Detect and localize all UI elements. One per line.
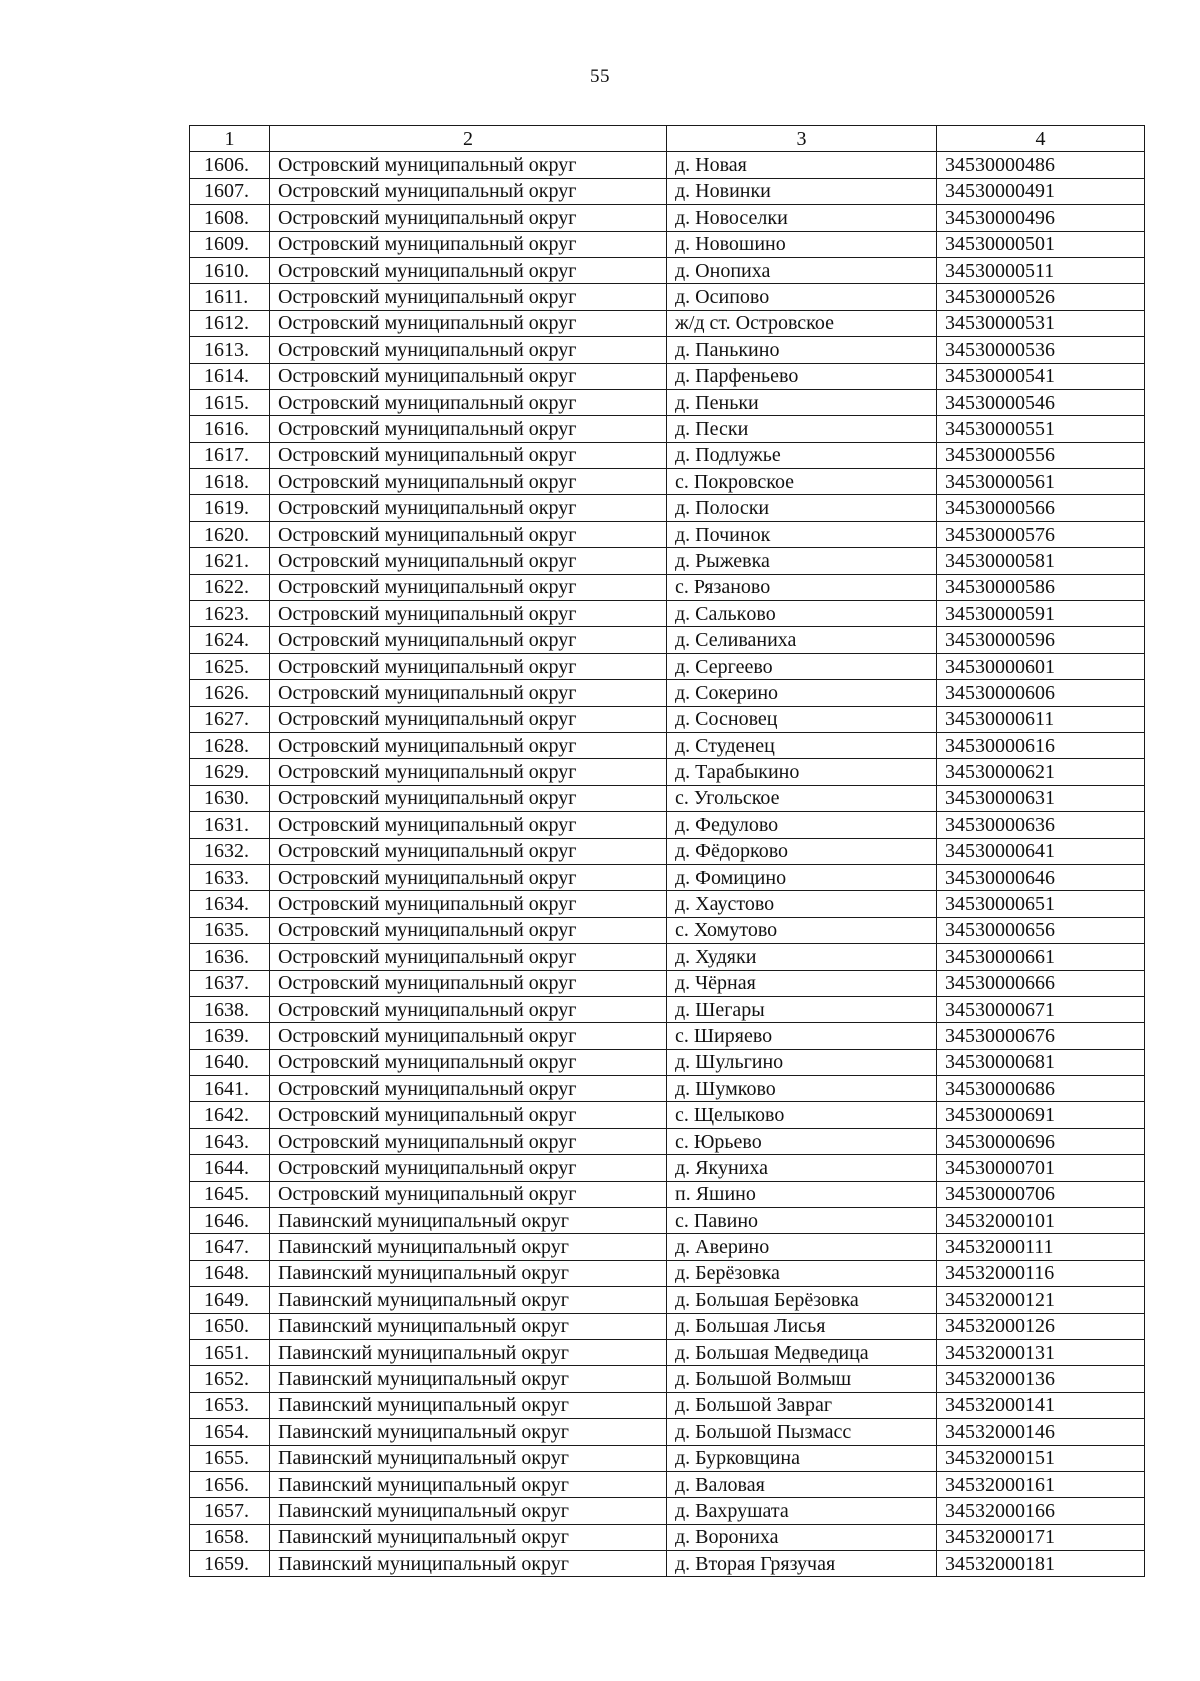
row-number-cell: 1651.	[190, 1339, 270, 1365]
settlement-cell: д. Ворониха	[667, 1524, 937, 1550]
code-cell: 34530000601	[937, 653, 1145, 679]
municipality-cell: Островский муниципальный округ	[270, 706, 667, 732]
municipality-cell: Павинский муниципальный округ	[270, 1234, 667, 1260]
municipality-cell: Островский муниципальный округ	[270, 231, 667, 257]
settlement-cell: д. Фомицино	[667, 864, 937, 890]
row-number-cell: 1636.	[190, 944, 270, 970]
row-number-cell: 1610.	[190, 257, 270, 283]
row-number-cell: 1631.	[190, 812, 270, 838]
table-row	[190, 152, 1145, 178]
table-row	[190, 1023, 1145, 1049]
table-row	[190, 1260, 1145, 1286]
municipality-cell: Островский муниципальный округ	[270, 416, 667, 442]
settlement-cell: с. Угольское	[667, 785, 937, 811]
municipality-cell: Островский муниципальный округ	[270, 838, 667, 864]
row-number-cell: 1626.	[190, 680, 270, 706]
settlement-cell: с. Щелыково	[667, 1102, 937, 1128]
code-cell: 34530000636	[937, 812, 1145, 838]
table-row	[190, 680, 1145, 706]
code-cell: 34532000101	[937, 1208, 1145, 1234]
row-number-cell: 1608.	[190, 205, 270, 231]
settlement-cell: с. Ширяево	[667, 1023, 937, 1049]
code-cell: 34530000656	[937, 917, 1145, 943]
code-cell: 34532000111	[937, 1234, 1145, 1260]
municipality-cell: Островский муниципальный округ	[270, 970, 667, 996]
settlement-cell: д. Осипово	[667, 284, 937, 310]
table-row	[190, 1049, 1145, 1075]
column-header-1: 1	[190, 126, 270, 152]
settlement-cell: д. Берёзовка	[667, 1260, 937, 1286]
row-number-cell: 1638.	[190, 996, 270, 1022]
municipality-cell: Островский муниципальный округ	[270, 363, 667, 389]
municipality-cell: Островский муниципальный округ	[270, 574, 667, 600]
code-cell: 34530000531	[937, 310, 1145, 336]
code-cell: 34530000486	[937, 152, 1145, 178]
row-number-cell: 1633.	[190, 864, 270, 890]
row-number-cell: 1637.	[190, 970, 270, 996]
column-header-3: 3	[667, 126, 937, 152]
municipality-cell: Островский муниципальный округ	[270, 917, 667, 943]
municipality-cell: Островский муниципальный округ	[270, 891, 667, 917]
table-row	[190, 337, 1145, 363]
table-row	[190, 1419, 1145, 1445]
municipality-cell: Островский муниципальный округ	[270, 1128, 667, 1154]
code-cell: 34530000596	[937, 627, 1145, 653]
row-number-cell: 1609.	[190, 231, 270, 257]
settlement-cell: д. Шегары	[667, 996, 937, 1022]
code-cell: 34532000121	[937, 1287, 1145, 1313]
row-number-cell: 1611.	[190, 284, 270, 310]
settlement-cell: д. Федулово	[667, 812, 937, 838]
table-row	[190, 706, 1145, 732]
table-row	[190, 1445, 1145, 1471]
row-number-cell: 1614.	[190, 363, 270, 389]
settlement-cell: д. Чёрная	[667, 970, 937, 996]
row-number-cell: 1606.	[190, 152, 270, 178]
settlement-cell: д. Сокерино	[667, 680, 937, 706]
settlement-cell: д. Большой Пызмасс	[667, 1419, 937, 1445]
code-cell: 34532000141	[937, 1392, 1145, 1418]
row-number-cell: 1656.	[190, 1471, 270, 1497]
table-row	[190, 1128, 1145, 1154]
table-body	[190, 152, 1145, 1577]
settlement-cell: д. Тарабыкино	[667, 759, 937, 785]
row-number-cell: 1654.	[190, 1419, 270, 1445]
code-cell: 34530000671	[937, 996, 1145, 1022]
code-cell: 34530000536	[937, 337, 1145, 363]
settlement-cell: д. Новоселки	[667, 205, 937, 231]
settlement-cell: д. Подлужье	[667, 442, 937, 468]
table-row	[190, 1498, 1145, 1524]
row-number-cell: 1616.	[190, 416, 270, 442]
settlement-cell: д. Большая Медведица	[667, 1339, 937, 1365]
municipality-cell: Павинский муниципальный округ	[270, 1551, 667, 1577]
table-row	[190, 1234, 1145, 1260]
municipality-cell: Островский муниципальный округ	[270, 1102, 667, 1128]
code-cell: 34530000496	[937, 205, 1145, 231]
settlement-cell: д. Салькoво	[667, 601, 937, 627]
code-cell: 34530000606	[937, 680, 1145, 706]
settlement-cell: д. Худяки	[667, 944, 937, 970]
settlement-cell: д. Пеньки	[667, 389, 937, 415]
settlements-table	[189, 125, 1145, 1577]
table-row	[190, 1551, 1145, 1577]
code-cell: 34530000526	[937, 284, 1145, 310]
settlement-cell: д. Большая Лисья	[667, 1313, 937, 1339]
municipality-cell: Островский муниципальный округ	[270, 152, 667, 178]
settlement-cell: д. Валовая	[667, 1471, 937, 1497]
code-cell: 34530000511	[937, 257, 1145, 283]
settlement-cell: д. Вторая Грязучая	[667, 1551, 937, 1577]
municipality-cell: Островский муниципальный округ	[270, 864, 667, 890]
code-cell: 34530000576	[937, 521, 1145, 547]
settlement-cell: п. Яшино	[667, 1181, 937, 1207]
table-row	[190, 1471, 1145, 1497]
table-row	[190, 521, 1145, 547]
municipality-cell: Островский муниципальный округ	[270, 627, 667, 653]
row-number-cell: 1643.	[190, 1128, 270, 1154]
settlement-cell: д. Вахрушата	[667, 1498, 937, 1524]
municipality-cell: Островский муниципальный округ	[270, 1155, 667, 1181]
municipality-cell: Островский муниципальный округ	[270, 1049, 667, 1075]
code-cell: 34532000181	[937, 1551, 1145, 1577]
table-row	[190, 310, 1145, 336]
settlement-cell: д. Онопиха	[667, 257, 937, 283]
row-number-cell: 1648.	[190, 1260, 270, 1286]
settlement-cell: д. Якуниха	[667, 1155, 937, 1181]
settlement-cell: с. Рязаново	[667, 574, 937, 600]
code-cell: 34532000116	[937, 1260, 1145, 1286]
row-number-cell: 1615.	[190, 389, 270, 415]
table-row	[190, 1313, 1145, 1339]
row-number-cell: 1635.	[190, 917, 270, 943]
code-cell: 34530000641	[937, 838, 1145, 864]
code-cell: 34530000681	[937, 1049, 1145, 1075]
settlement-cell: д. Хаустово	[667, 891, 937, 917]
municipality-cell: Павинский муниципальный округ	[270, 1208, 667, 1234]
municipality-cell: Островский муниципальный округ	[270, 521, 667, 547]
code-cell: 34530000546	[937, 389, 1145, 415]
municipality-cell: Островский муниципальный округ	[270, 469, 667, 495]
table-row	[190, 891, 1145, 917]
municipality-cell: Островский муниципальный округ	[270, 944, 667, 970]
municipality-cell: Островский муниципальный округ	[270, 178, 667, 204]
row-number-cell: 1619.	[190, 495, 270, 521]
row-number-cell: 1623.	[190, 601, 270, 627]
code-cell: 34530000696	[937, 1128, 1145, 1154]
municipality-cell: Павинский муниципальный округ	[270, 1260, 667, 1286]
row-number-cell: 1613.	[190, 337, 270, 363]
municipality-cell: Островский муниципальный округ	[270, 680, 667, 706]
row-number-cell: 1659.	[190, 1551, 270, 1577]
row-number-cell: 1657.	[190, 1498, 270, 1524]
table-row	[190, 917, 1145, 943]
table-row	[190, 627, 1145, 653]
code-cell: 34530000591	[937, 601, 1145, 627]
row-number-cell: 1642.	[190, 1102, 270, 1128]
settlement-cell: д. Большая Берёзовка	[667, 1287, 937, 1313]
row-number-cell: 1649.	[190, 1287, 270, 1313]
municipality-cell: Островский муниципальный округ	[270, 548, 667, 574]
code-cell: 34530000691	[937, 1102, 1145, 1128]
code-cell: 34532000161	[937, 1471, 1145, 1497]
municipality-cell: Павинский муниципальный округ	[270, 1471, 667, 1497]
code-cell: 34530000611	[937, 706, 1145, 732]
municipality-cell: Островский муниципальный округ	[270, 732, 667, 758]
code-cell: 34530000566	[937, 495, 1145, 521]
code-cell: 34530000651	[937, 891, 1145, 917]
municipality-cell: Островский муниципальный округ	[270, 205, 667, 231]
column-header-4: 4	[937, 126, 1145, 152]
code-cell: 34530000581	[937, 548, 1145, 574]
code-cell: 34532000166	[937, 1498, 1145, 1524]
municipality-cell: Островский муниципальный округ	[270, 389, 667, 415]
column-header-2: 2	[270, 126, 667, 152]
row-number-cell: 1629.	[190, 759, 270, 785]
row-number-cell: 1634.	[190, 891, 270, 917]
settlement-cell: с. Юрьево	[667, 1128, 937, 1154]
code-cell: 34530000661	[937, 944, 1145, 970]
table-row	[190, 1076, 1145, 1102]
table-row	[190, 1392, 1145, 1418]
municipality-cell: Островский муниципальный округ	[270, 812, 667, 838]
code-cell: 34530000586	[937, 574, 1145, 600]
settlement-cell: д. Сосновец	[667, 706, 937, 732]
code-cell: 34530000616	[937, 732, 1145, 758]
settlement-cell: д. Рыжевка	[667, 548, 937, 574]
code-cell: 34530000621	[937, 759, 1145, 785]
table-row	[190, 944, 1145, 970]
settlement-cell: д. Новая	[667, 152, 937, 178]
row-number-cell: 1658.	[190, 1524, 270, 1550]
row-number-cell: 1620.	[190, 521, 270, 547]
municipality-cell: Островский муниципальный округ	[270, 653, 667, 679]
municipality-cell: Островский муниципальный округ	[270, 1181, 667, 1207]
municipality-cell: Павинский муниципальный округ	[270, 1524, 667, 1550]
settlement-cell: д. Бурковщина	[667, 1445, 937, 1471]
table-row	[190, 1102, 1145, 1128]
code-cell: 34530000491	[937, 178, 1145, 204]
table-row	[190, 1155, 1145, 1181]
settlement-cell: д. Панькино	[667, 337, 937, 363]
row-number-cell: 1628.	[190, 732, 270, 758]
table-row	[190, 363, 1145, 389]
settlement-cell: д. Шумково	[667, 1076, 937, 1102]
code-cell: 34532000146	[937, 1419, 1145, 1445]
code-cell: 34530000541	[937, 363, 1145, 389]
row-number-cell: 1646.	[190, 1208, 270, 1234]
settlement-cell: д. Шульгино	[667, 1049, 937, 1075]
settlement-cell: д. Фёдорково	[667, 838, 937, 864]
settlement-cell: д. Новошино	[667, 231, 937, 257]
municipality-cell: Павинский муниципальный округ	[270, 1419, 667, 1445]
row-number-cell: 1645.	[190, 1181, 270, 1207]
settlement-cell: д. Сергеево	[667, 653, 937, 679]
table-row	[190, 785, 1145, 811]
code-cell: 34530000676	[937, 1023, 1145, 1049]
table-row	[190, 970, 1145, 996]
code-cell: 34532000126	[937, 1313, 1145, 1339]
row-number-cell: 1653.	[190, 1392, 270, 1418]
municipality-cell: Островский муниципальный округ	[270, 601, 667, 627]
table-row	[190, 996, 1145, 1022]
table-row	[190, 1524, 1145, 1550]
settlement-cell: д. Полоски	[667, 495, 937, 521]
table-row	[190, 178, 1145, 204]
row-number-cell: 1647.	[190, 1234, 270, 1260]
table-row	[190, 205, 1145, 231]
row-number-cell: 1618.	[190, 469, 270, 495]
table-row	[190, 1208, 1145, 1234]
row-number-cell: 1641.	[190, 1076, 270, 1102]
municipality-cell: Островский муниципальный округ	[270, 1023, 667, 1049]
table-row	[190, 1366, 1145, 1392]
settlement-cell: д. Большой Волмыш	[667, 1366, 937, 1392]
code-cell: 34530000501	[937, 231, 1145, 257]
code-cell: 34530000706	[937, 1181, 1145, 1207]
table-row	[190, 284, 1145, 310]
row-number-cell: 1624.	[190, 627, 270, 653]
row-number-cell: 1655.	[190, 1445, 270, 1471]
row-number-cell: 1607.	[190, 178, 270, 204]
code-cell: 34532000171	[937, 1524, 1145, 1550]
row-number-cell: 1625.	[190, 653, 270, 679]
row-number-cell: 1639.	[190, 1023, 270, 1049]
table-row	[190, 389, 1145, 415]
municipality-cell: Павинский муниципальный округ	[270, 1445, 667, 1471]
table-row	[190, 231, 1145, 257]
code-cell: 34532000136	[937, 1366, 1145, 1392]
code-cell: 34530000551	[937, 416, 1145, 442]
row-number-cell: 1644.	[190, 1155, 270, 1181]
table-row	[190, 812, 1145, 838]
municipality-cell: Островский муниципальный округ	[270, 495, 667, 521]
municipality-cell: Островский муниципальный округ	[270, 996, 667, 1022]
table-row	[190, 653, 1145, 679]
municipality-cell: Павинский муниципальный округ	[270, 1498, 667, 1524]
table-row	[190, 574, 1145, 600]
table-row	[190, 442, 1145, 468]
row-number-cell: 1632.	[190, 838, 270, 864]
row-number-cell: 1640.	[190, 1049, 270, 1075]
municipality-cell: Островский муниципальный округ	[270, 257, 667, 283]
municipality-cell: Островский муниципальный округ	[270, 1076, 667, 1102]
settlement-cell: ж/д ст. Островское	[667, 310, 937, 336]
municipality-cell: Островский муниципальный округ	[270, 759, 667, 785]
settlement-cell: с. Павино	[667, 1208, 937, 1234]
table-row	[190, 495, 1145, 521]
municipality-cell: Островский муниципальный округ	[270, 337, 667, 363]
code-cell: 34530000686	[937, 1076, 1145, 1102]
code-cell: 34532000131	[937, 1339, 1145, 1365]
table-row	[190, 1181, 1145, 1207]
municipality-cell: Павинский муниципальный округ	[270, 1287, 667, 1313]
table-header-row	[190, 126, 1145, 152]
municipality-cell: Островский муниципальный округ	[270, 442, 667, 468]
code-cell: 34530000666	[937, 970, 1145, 996]
municipality-cell: Павинский муниципальный округ	[270, 1366, 667, 1392]
municipality-cell: Павинский муниципальный округ	[270, 1339, 667, 1365]
table-row	[190, 548, 1145, 574]
row-number-cell: 1622.	[190, 574, 270, 600]
row-number-cell: 1650.	[190, 1313, 270, 1339]
settlement-cell: д. Селиваниха	[667, 627, 937, 653]
row-number-cell: 1617.	[190, 442, 270, 468]
settlement-cell: д. Новинки	[667, 178, 937, 204]
settlement-cell: д. Студенец	[667, 732, 937, 758]
code-cell: 34530000701	[937, 1155, 1145, 1181]
municipality-cell: Островский муниципальный округ	[270, 284, 667, 310]
table-row	[190, 469, 1145, 495]
row-number-cell: 1652.	[190, 1366, 270, 1392]
table-row	[190, 864, 1145, 890]
settlement-cell: с. Покровское	[667, 469, 937, 495]
municipality-cell: Павинский муниципальный округ	[270, 1313, 667, 1339]
table-row	[190, 416, 1145, 442]
code-cell: 34530000631	[937, 785, 1145, 811]
table-row	[190, 601, 1145, 627]
code-cell: 34530000556	[937, 442, 1145, 468]
code-cell: 34530000561	[937, 469, 1145, 495]
municipality-cell: Павинский муниципальный округ	[270, 1392, 667, 1418]
settlement-cell: с. Хомутово	[667, 917, 937, 943]
code-cell: 34532000151	[937, 1445, 1145, 1471]
table-row	[190, 257, 1145, 283]
settlement-cell: д. Большой Завраг	[667, 1392, 937, 1418]
code-cell: 34530000646	[937, 864, 1145, 890]
table-row	[190, 732, 1145, 758]
settlement-cell: д. Парфеньево	[667, 363, 937, 389]
row-number-cell: 1630.	[190, 785, 270, 811]
page-number: 55	[590, 66, 610, 87]
table-row	[190, 1287, 1145, 1313]
table-row	[190, 1339, 1145, 1365]
row-number-cell: 1612.	[190, 310, 270, 336]
municipality-cell: Островский муниципальный округ	[270, 310, 667, 336]
table-row	[190, 838, 1145, 864]
municipality-cell: Островский муниципальный округ	[270, 785, 667, 811]
settlement-cell: д. Пески	[667, 416, 937, 442]
table-row	[190, 759, 1145, 785]
settlement-cell: д. Починок	[667, 521, 937, 547]
settlement-cell: д. Аверино	[667, 1234, 937, 1260]
row-number-cell: 1627.	[190, 706, 270, 732]
row-number-cell: 1621.	[190, 548, 270, 574]
